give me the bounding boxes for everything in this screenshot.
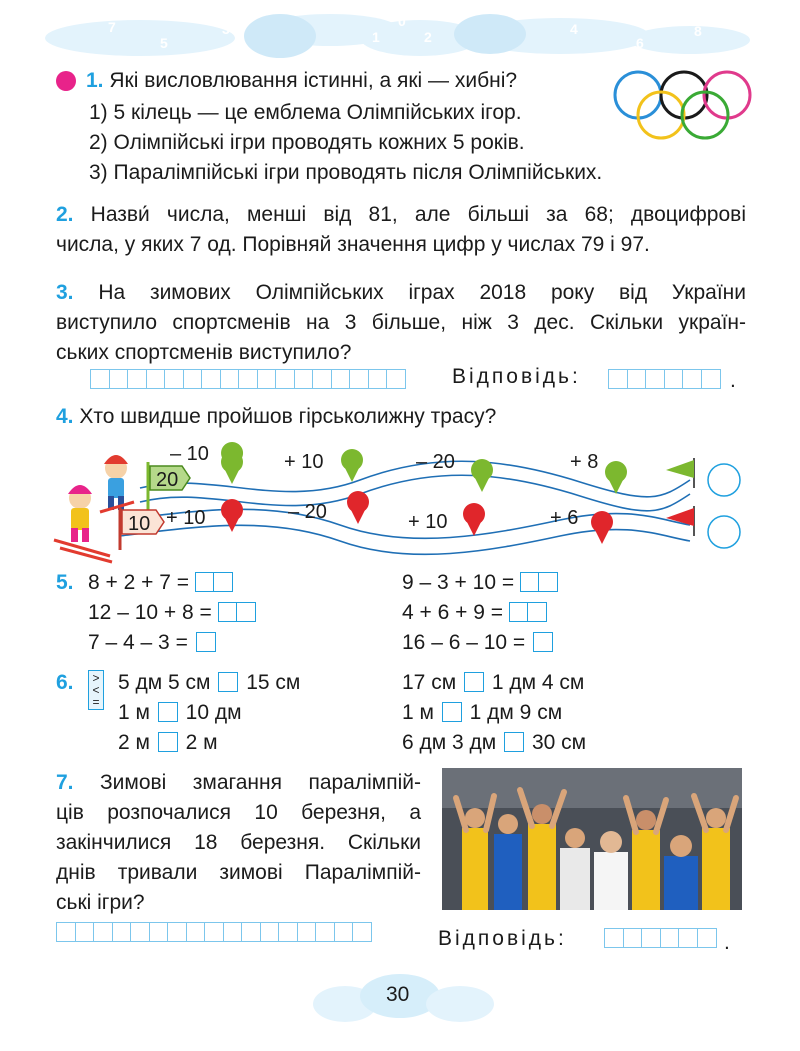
task-number: 7. xyxy=(56,771,74,794)
task-number: 1. xyxy=(86,69,104,92)
top-step-label: – 20 xyxy=(416,451,455,473)
top-step-label: + 8 xyxy=(570,451,599,473)
cloud-digit: 8 xyxy=(694,23,702,39)
sign-box[interactable] xyxy=(442,702,462,722)
task5-number: 5. xyxy=(56,571,74,594)
task1-item: 2) Олімпійські ігри проводять кожних 5 років. xyxy=(89,131,525,154)
task5-equation: 9 – 3 + 10 = xyxy=(402,568,558,598)
cloud-digit: 4 xyxy=(570,21,578,37)
task5-equation: 12 – 10 + 8 = xyxy=(88,598,256,628)
sign-box[interactable] xyxy=(504,732,524,752)
task1-item: 3) Паралімпійські ігри проводять після Олімпійських. xyxy=(89,161,603,184)
top-start-value: 20 xyxy=(156,469,179,491)
bottom-start-value: 10 xyxy=(128,513,151,535)
answer-box[interactable] xyxy=(218,602,257,622)
answer-period: . xyxy=(724,931,730,954)
task6-comparison: 6 дм 3 дм 30 см xyxy=(402,731,587,754)
sign-box[interactable] xyxy=(158,732,178,752)
task7-line: ців розпочалися 10 березня, а xyxy=(56,801,421,824)
page-number: 30 xyxy=(386,983,410,1006)
task6-comparison: 1 м 10 дм xyxy=(118,701,242,724)
cloud-digit: 0 xyxy=(398,13,406,29)
task2-line2: числа, у яких 7 од. Порівняй значення цифр у числах 79 і 97. xyxy=(56,233,650,256)
cloud-digit: 5 xyxy=(160,35,168,51)
pink-dot-icon xyxy=(56,71,76,91)
task5-equation: 7 – 4 – 3 = xyxy=(88,628,218,658)
comparison-signs-box: > < = xyxy=(88,670,104,710)
top-step-label: – 10 xyxy=(170,443,209,465)
task3-solution-cells[interactable] xyxy=(90,369,406,389)
bottom-answer-circle xyxy=(708,516,740,548)
task3-line1: 3. На зимових Олімпійських іграх 2018 року від України xyxy=(56,281,746,304)
task1-item: 1) 5 кілець — це емблема Олімпійських ігор. xyxy=(89,101,522,124)
cloud-digit: 1 xyxy=(372,29,380,45)
bottom-step-label: + 6 xyxy=(550,507,579,529)
cloud-digit: 7 xyxy=(108,19,116,35)
task7-line: ські ігри? xyxy=(56,891,145,914)
task7-answer-cells[interactable] xyxy=(604,928,717,948)
skier-girl-icon xyxy=(54,485,112,562)
task6-comparison: 17 см 1 дм 4 см xyxy=(402,671,585,694)
top-step-label: + 10 xyxy=(284,451,324,473)
answer-box[interactable] xyxy=(509,602,548,622)
answer-label: Відповідь: xyxy=(438,927,567,950)
task7-solution-cells[interactable] xyxy=(56,922,372,942)
answer-period: . xyxy=(730,369,736,392)
task7-line: 7. Зимові змагання паралімпій- xyxy=(56,771,421,794)
task-number: 2. xyxy=(56,203,74,226)
bottom-step-label: – 20 xyxy=(288,501,327,523)
answer-box[interactable] xyxy=(520,572,559,592)
header-clouds xyxy=(0,0,800,70)
top-answer-circle xyxy=(708,464,740,496)
answer-box[interactable] xyxy=(196,632,216,652)
athletes-photo xyxy=(442,768,742,910)
task3-line3: ських спортсменів виступило? xyxy=(56,341,352,364)
task6-number: 6. xyxy=(56,671,74,694)
cloud-digit: 2 xyxy=(424,29,432,45)
task6-comparison: 2 м 2 м xyxy=(118,731,218,754)
bottom-step-label: + 10 xyxy=(166,507,206,529)
task3-answer-cells[interactable] xyxy=(608,369,721,389)
olympic-rings-icon xyxy=(605,70,755,142)
task4-question: 4. Хто швидше пройшов гірськолижну трасу? xyxy=(56,405,497,428)
ski-route-illustration xyxy=(40,440,760,580)
task5-equation: 16 – 6 – 10 = xyxy=(402,628,555,658)
task-number: 3. xyxy=(56,281,74,304)
task1-question: 1. Які висловлювання істинні, а які — хибні? xyxy=(86,69,518,92)
answer-box[interactable] xyxy=(533,632,553,652)
answer-label: Відповідь: xyxy=(452,365,581,388)
task-number: 4. xyxy=(56,405,74,428)
sign-box[interactable] xyxy=(464,672,484,692)
task5-equation: 8 + 2 + 7 = xyxy=(88,568,233,598)
cloud-digit: 3 xyxy=(222,21,230,37)
answer-box[interactable] xyxy=(195,572,234,592)
task7-line: закінчилися 18 березня. Скільки xyxy=(56,831,421,854)
bottom-step-label: + 10 xyxy=(408,511,448,533)
task6-comparison: 1 м 1 дм 9 см xyxy=(402,701,563,724)
task7-line: днів тривали зимові Паралімпій- xyxy=(56,861,421,884)
cloud-digit: 6 xyxy=(636,35,644,51)
sign-box[interactable] xyxy=(158,702,178,722)
task5-equation: 4 + 6 + 9 = xyxy=(402,598,547,628)
bottom-start-sign xyxy=(120,508,164,550)
finish-flag-green-icon xyxy=(666,458,694,488)
skier-boy-icon xyxy=(100,455,134,512)
top-start-sign xyxy=(148,462,190,510)
task3-line2: виступило спортсменів на 3 більше, ніж 3 дес. Скільки україн- xyxy=(56,311,746,334)
task6-comparison: 5 дм 5 см 15 см xyxy=(118,671,301,694)
sign-box[interactable] xyxy=(218,672,238,692)
task2-line1: 2. Назви́ числа, менші від 81, але більші за 68; двоцифрові xyxy=(56,203,746,226)
